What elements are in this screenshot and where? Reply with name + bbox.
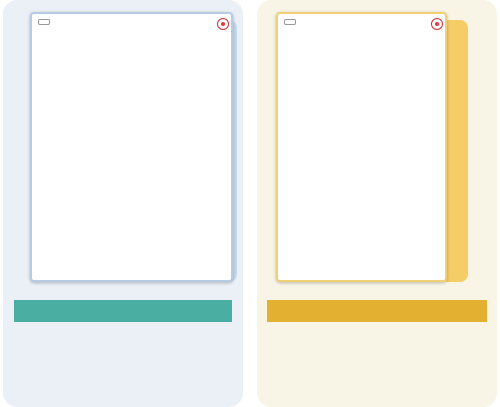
meal-planner-bullets	[20, 327, 235, 332]
favourite-foods-bullets	[270, 327, 492, 332]
food-values-book	[276, 12, 447, 282]
brand-logo-icon	[431, 18, 443, 30]
favourite-foods-caption	[267, 300, 487, 322]
book-title	[38, 19, 50, 25]
meal-planner-caption	[14, 300, 232, 322]
meal-planner-book	[30, 12, 233, 282]
book-title	[284, 19, 296, 25]
food-values-back-cover	[446, 20, 468, 282]
brand-logo-icon	[217, 18, 229, 30]
